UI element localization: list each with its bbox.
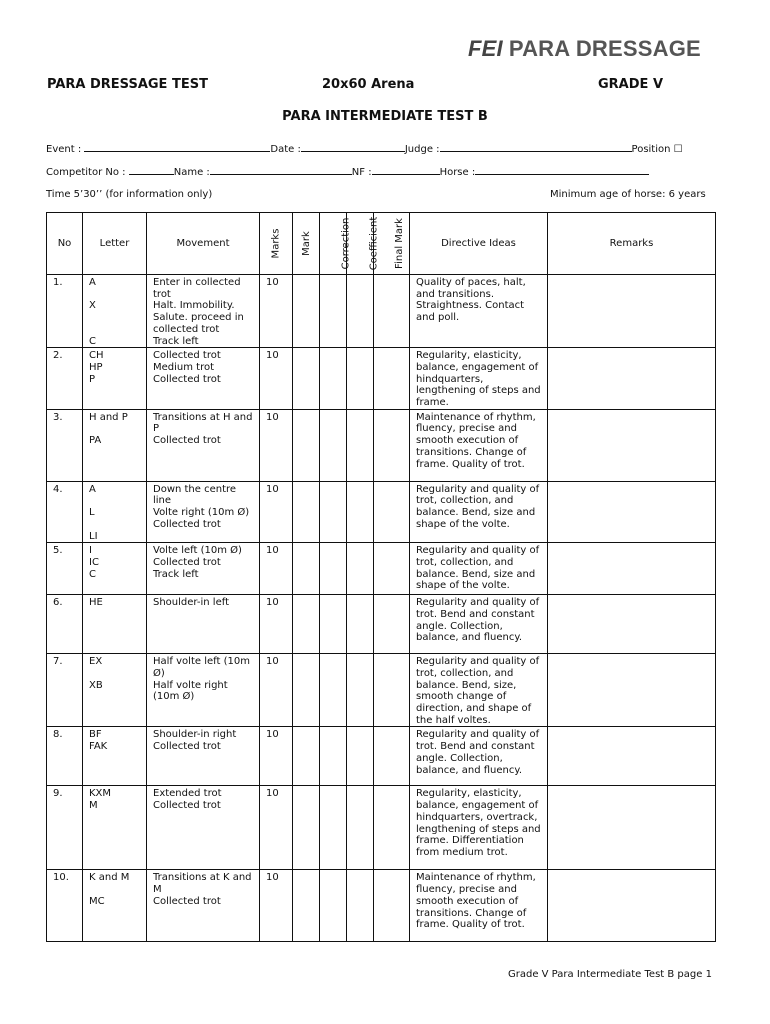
row-directive: Regularity and quality of trot, collection, and balance. Bend, size and shape of the volte. [416,483,540,530]
fei-logo-mark: FEI [468,36,503,61]
cell-no [47,595,83,654]
cell-marks [260,727,293,786]
cell-movement [147,654,260,727]
final-mark-input[interactable] [374,275,410,348]
col-remarks: Remarks [548,213,716,275]
row-marks: 10 [266,411,279,423]
final-mark-input[interactable] [374,786,410,870]
col-directive: Directive Ideas [410,213,548,275]
final-mark-input[interactable] [374,654,410,727]
row-no: 2. [53,350,63,362]
mark-input[interactable] [293,409,320,481]
coefficient-cell [347,654,374,727]
cell-letter [83,348,147,410]
row-movement: Down the centre line Volte right (10m Ø) Collected trot [153,483,250,530]
page-footer: Grade V Para Intermediate Test B page 1 [508,969,712,980]
table-row [47,595,716,654]
nf-field[interactable] [372,165,440,175]
mark-input[interactable] [293,543,320,595]
cell-movement [147,348,260,410]
correction-input[interactable] [320,595,347,654]
mark-input[interactable] [293,870,320,942]
table-header [47,213,716,275]
row-letter: CH HP P [89,350,104,385]
cell-marks [260,409,293,481]
grade-label: GRADE V [598,77,663,92]
cell-letter [83,727,147,786]
cell-directive [410,275,548,348]
correction-input[interactable] [320,870,347,942]
judge-label: Judge : [404,144,440,155]
row-marks: 10 [266,350,279,362]
test-subtitle: PARA INTERMEDIATE TEST B [282,109,488,124]
min-age-note: Minimum age of horse: 6 years [550,189,706,200]
remarks-input[interactable] [548,275,716,348]
row-letter: A L LI [89,483,98,542]
cell-directive [410,409,548,481]
row-directive: Regularity and quality of trot. Bend and constant angle. Collection, balance, and fluency. [416,597,540,644]
cell-no [47,275,83,348]
cell-letter [83,543,147,595]
final-mark-input[interactable] [374,481,410,543]
row-directive: Maintenance of rhythm, fluency, precise and smooth execution of transitions. Change of frame. Quality of trot. [416,872,536,931]
correction-input[interactable] [320,275,347,348]
cell-movement [147,543,260,595]
cell-no [47,348,83,410]
correction-input[interactable] [320,481,347,543]
row-movement: Half volte left (10m Ø) Half volte right (10m Ø) [153,656,250,703]
final-mark-input[interactable] [374,870,410,942]
correction-input[interactable] [320,727,347,786]
cell-no [47,543,83,595]
row-no: 3. [53,411,63,423]
row-letter: BF FAK [89,729,108,753]
table-row [47,786,716,870]
coefficient-cell [347,786,374,870]
name-field[interactable] [210,165,352,175]
cell-letter [83,409,147,481]
table-row [47,409,716,481]
coefficient-cell [347,727,374,786]
competitor-label: Competitor No : [46,167,126,178]
mark-input[interactable] [293,654,320,727]
remarks-input[interactable] [548,727,716,786]
horse-field[interactable] [475,165,649,175]
remarks-input[interactable] [548,786,716,870]
cell-no [47,481,83,543]
horse-label: Horse : [439,167,476,178]
row-letter: K and M MC [89,872,130,907]
table-row [47,543,716,595]
cell-directive [410,727,548,786]
row-directive: Regularity and quality of trot. Bend and constant angle. Collection, balance, and fluency. [416,729,540,776]
cell-movement [147,275,260,348]
final-mark-input[interactable] [374,727,410,786]
col-marks-label: Marks [270,228,282,259]
cell-marks [260,275,293,348]
row-no: 1. [53,277,63,288]
row-movement: Collected trot Medium trot Collected trot [153,350,221,385]
test-title: PARA DRESSAGE TEST [47,77,208,92]
coefficient-cell [347,870,374,942]
remarks-input[interactable] [548,543,716,595]
row-movement: Volte left (10m Ø) Collected trot Track left [153,545,242,580]
cell-movement [147,409,260,481]
cell-no [47,727,83,786]
table-row [47,481,716,543]
row-movement: Extended trot Collected trot [153,788,222,812]
arena-size: 20x60 Arena [322,77,415,92]
col-mark-label: Mark [300,231,312,256]
cell-movement [147,870,260,942]
row-directive: Regularity, elasticity, balance, engagement of hindquarters, overtrack, lengthening of steps and frame. Differentiation from medium trot. [416,788,541,858]
row-no: 10. [53,872,69,884]
row-letter: H and P PA [89,411,128,447]
nf-label: NF : [351,167,372,178]
table-row [47,727,716,786]
row-letter: I IC C [89,545,99,580]
row-marks: 10 [266,656,279,668]
cell-no [47,786,83,870]
coefficient-cell [347,595,374,654]
table-row [47,870,716,942]
event-line [46,142,683,155]
col-marks [260,213,293,275]
remarks-input[interactable] [548,409,716,481]
row-no: 7. [53,656,63,668]
coefficient-cell [347,409,374,481]
row-letter: HE [89,597,103,609]
row-directive: Maintenance of rhythm, fluency, precise and smooth execution of transitions. Change of frame. Quality of trot. [416,411,536,470]
cell-no [47,654,83,727]
mark-input[interactable] [293,727,320,786]
cell-movement [147,481,260,543]
mark-input[interactable] [293,481,320,543]
remarks-input[interactable] [548,654,716,727]
cell-movement [147,595,260,654]
row-marks: 10 [266,277,279,288]
cell-directive [410,543,548,595]
row-movement: Shoulder-in left [153,597,229,609]
row-marks: 10 [266,729,279,741]
row-movement: Shoulder-in right Collected trot [153,729,237,753]
coefficient-cell [347,275,374,348]
mark-input[interactable] [293,786,320,870]
row-marks: 10 [266,597,279,609]
row-movement: Transitions at H and P Collected trot [153,411,253,447]
col-movement: Movement [147,213,260,275]
cell-marks [260,481,293,543]
date-label: Date : [270,144,301,155]
row-no: 4. [53,483,63,495]
cell-marks [260,543,293,595]
row-marks: 10 [266,788,279,800]
correction-input[interactable] [320,543,347,595]
table-row [47,348,716,410]
col-correction-label: Correction [340,217,352,270]
row-marks: 10 [266,545,279,557]
final-mark-input[interactable] [374,543,410,595]
event-field[interactable] [84,142,270,152]
cell-letter [83,481,147,543]
cell-marks [260,595,293,654]
final-mark-input[interactable] [374,595,410,654]
score-table [46,212,716,942]
cell-directive [410,870,548,942]
row-marks: 10 [266,483,279,495]
time-note: Time 5’30’’ (for information only) [46,189,213,200]
coefficient-cell [347,348,374,410]
cell-movement [147,727,260,786]
cell-letter [83,654,147,727]
remarks-input[interactable] [548,595,716,654]
final-mark-input[interactable] [374,409,410,481]
col-no: No [47,213,83,275]
mark-input[interactable] [293,275,320,348]
competitor-field[interactable] [129,165,174,175]
remarks-input[interactable] [548,481,716,543]
coefficient-cell [347,481,374,543]
correction-input[interactable] [320,654,347,727]
cell-movement [147,786,260,870]
col-letter: Letter [83,213,147,275]
col-final-mark-label: Final Mark [393,218,405,269]
cell-letter [83,595,147,654]
cell-no [47,409,83,481]
table-row [47,654,716,727]
row-marks: 10 [266,872,279,884]
cell-marks [260,654,293,727]
correction-input[interactable] [320,786,347,870]
correction-input[interactable] [320,348,347,410]
cell-marks [260,348,293,410]
position-label: Position ☐ [631,144,683,155]
competitor-line [46,165,649,178]
row-letter: EX XB [89,656,103,691]
col-coefficient-label: Coefficient [368,216,380,271]
logo-text: PARA DRESSAGE [508,36,701,61]
row-directive: Regularity and quality of trot, collection, and balance. Bend, size, smooth change of direction, and shape of the half voltes. [416,656,540,726]
row-movement: Enter in collected trot Halt. Immobility. Salute. proceed in collected trot Track left [153,277,244,347]
cell-directive [410,595,548,654]
row-no: 6. [53,597,63,609]
row-no: 5. [53,545,63,557]
row-movement: Transitions at K and M Collected trot [153,872,252,907]
fei-logo [468,36,701,62]
cell-letter [83,786,147,870]
coefficient-cell [347,543,374,595]
table-row [47,275,716,348]
row-directive: Quality of paces, halt, and transitions. Straightness. Contact and poll. [416,277,526,324]
row-no: 8. [53,729,63,741]
row-no: 9. [53,788,63,800]
row-letter: A X C [89,277,96,347]
row-directive: Regularity and quality of trot, collection, and balance. Bend, size and shape of the volte. [416,545,540,592]
cell-letter [83,870,147,942]
date-field[interactable] [301,142,405,152]
col-mark [293,213,320,275]
cell-directive [410,654,548,727]
cell-directive [410,348,548,410]
cell-directive [410,481,548,543]
judge-field[interactable] [440,142,632,152]
cell-directive [410,786,548,870]
row-directive: Regularity, elasticity, balance, engagement of hindquarters, lengthening of steps and frame. [416,350,541,409]
cell-marks [260,786,293,870]
cell-letter [83,275,147,348]
event-label: Event : [46,144,82,155]
row-letter: KXM M [89,788,112,812]
correction-input[interactable] [320,409,347,481]
remarks-input[interactable] [548,348,716,410]
col-correction [320,213,352,275]
cell-marks [260,870,293,942]
final-mark-input[interactable] [374,348,410,410]
remarks-input[interactable] [548,870,716,942]
cell-no [47,870,83,942]
name-label: Name : [173,167,210,178]
mark-input[interactable] [293,595,320,654]
mark-input[interactable] [293,348,320,410]
